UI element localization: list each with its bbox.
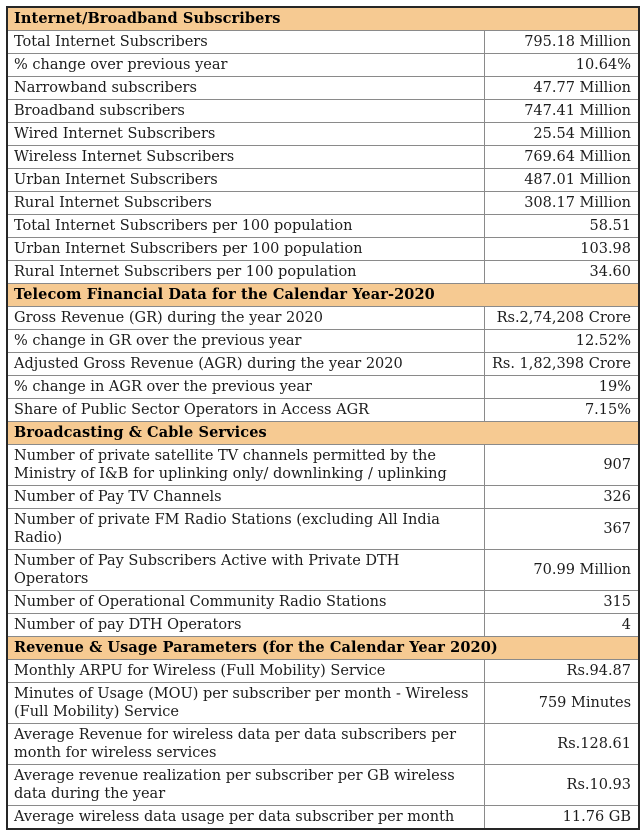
metric-label: Monthly ARPU for Wireless (Full Mobility) Service — [7, 660, 484, 683]
metric-value: Rs.10.93 — [484, 765, 639, 806]
metric-label: Number of pay DTH Operators — [7, 614, 484, 637]
metric-label: Number of private satellite TV channels permitted by the Ministry of I&B for uplinking only/ downlinking / uplinking — [7, 445, 484, 486]
metric-value: 10.64% — [484, 54, 639, 77]
table-row — [7, 376, 639, 399]
metric-label: % change in GR over the previous year — [7, 330, 484, 353]
metric-value: 7.15% — [484, 399, 639, 422]
metric-label: Number of Operational Community Radio Stations — [7, 591, 484, 614]
metric-value: 747.41 Million — [484, 100, 639, 123]
metric-label: Wireless Internet Subscribers — [7, 146, 484, 169]
metric-label: Average revenue realization per subscriber per GB wireless data during the year — [7, 765, 484, 806]
section-header: Telecom Financial Data for the Calendar Year-2020 — [7, 284, 639, 307]
metric-label: Urban Internet Subscribers per 100 population — [7, 238, 484, 261]
metric-value: 487.01 Million — [484, 169, 639, 192]
table-row — [7, 31, 639, 54]
table-row — [7, 806, 639, 830]
metric-label: Rural Internet Subscribers per 100 population — [7, 261, 484, 284]
metric-value: 769.64 Million — [484, 146, 639, 169]
stats-table-body — [7, 7, 639, 829]
table-row — [7, 215, 639, 238]
table-row — [7, 100, 639, 123]
metric-label: Urban Internet Subscribers — [7, 169, 484, 192]
metric-value: 25.54 Million — [484, 123, 639, 146]
metric-label: Number of Pay Subscribers Active with Private DTH Operators — [7, 550, 484, 591]
metric-value: 34.60 — [484, 261, 639, 284]
table-row — [7, 330, 639, 353]
table-row — [7, 591, 639, 614]
table-row — [7, 169, 639, 192]
metric-label: Average wireless data usage per data subscriber per month — [7, 806, 484, 830]
metric-label: Minutes of Usage (MOU) per subscriber per month - Wireless (Full Mobility) Service — [7, 683, 484, 724]
metric-label: Average Revenue for wireless data per data subscribers per month for wireless services — [7, 724, 484, 765]
metric-value: 19% — [484, 376, 639, 399]
metric-label: Rural Internet Subscribers — [7, 192, 484, 215]
metric-value: 12.52% — [484, 330, 639, 353]
metric-label: Total Internet Subscribers per 100 population — [7, 215, 484, 238]
table-row — [7, 550, 639, 591]
metric-label: Gross Revenue (GR) during the year 2020 — [7, 307, 484, 330]
metric-label: Wired Internet Subscribers — [7, 123, 484, 146]
metric-value: 47.77 Million — [484, 77, 639, 100]
table-row — [7, 307, 639, 330]
metric-value: Rs.94.87 — [484, 660, 639, 683]
section-header: Revenue & Usage Parameters (for the Calendar Year 2020) — [7, 637, 639, 660]
metric-label: Number of private FM Radio Stations (excluding All India Radio) — [7, 509, 484, 550]
metric-label: Adjusted Gross Revenue (AGR) during the year 2020 — [7, 353, 484, 376]
metric-value: Rs.2,74,208 Crore — [484, 307, 639, 330]
table-row — [7, 399, 639, 422]
table-row — [7, 765, 639, 806]
table-row — [7, 724, 639, 765]
metric-label: Total Internet Subscribers — [7, 31, 484, 54]
metric-value: 70.99 Million — [484, 550, 639, 591]
table-row — [7, 614, 639, 637]
table-row — [7, 683, 639, 724]
table-row — [7, 146, 639, 169]
table-row — [7, 123, 639, 146]
metric-value: 308.17 Million — [484, 192, 639, 215]
metric-label: Broadband subscribers — [7, 100, 484, 123]
stats-table — [6, 6, 640, 830]
metric-value: 11.76 GB — [484, 806, 639, 830]
metric-label: Share of Public Sector Operators in Access AGR — [7, 399, 484, 422]
section-header-row — [7, 7, 639, 31]
table-row — [7, 445, 639, 486]
metric-value: Rs.128.61 — [484, 724, 639, 765]
section-header-row — [7, 637, 639, 660]
table-row — [7, 486, 639, 509]
metric-value: 759 Minutes — [484, 683, 639, 724]
table-row — [7, 192, 639, 215]
table-row — [7, 238, 639, 261]
table-row — [7, 509, 639, 550]
section-header-row — [7, 422, 639, 445]
metric-value: 795.18 Million — [484, 31, 639, 54]
section-header: Internet/Broadband Subscribers — [7, 7, 639, 31]
table-row — [7, 54, 639, 77]
metric-label: Narrowband subscribers — [7, 77, 484, 100]
table-row — [7, 77, 639, 100]
metric-label: % change over previous year — [7, 54, 484, 77]
metric-label: Number of Pay TV Channels — [7, 486, 484, 509]
metric-value: 907 — [484, 445, 639, 486]
metric-label: % change in AGR over the previous year — [7, 376, 484, 399]
section-header-row — [7, 284, 639, 307]
metric-value: 103.98 — [484, 238, 639, 261]
section-header: Broadcasting & Cable Services — [7, 422, 639, 445]
table-row — [7, 261, 639, 284]
table-row — [7, 660, 639, 683]
metric-value: 4 — [484, 614, 639, 637]
metric-value: Rs. 1,82,398 Crore — [484, 353, 639, 376]
table-row — [7, 353, 639, 376]
metric-value: 326 — [484, 486, 639, 509]
metric-value: 367 — [484, 509, 639, 550]
metric-value: 58.51 — [484, 215, 639, 238]
metric-value: 315 — [484, 591, 639, 614]
